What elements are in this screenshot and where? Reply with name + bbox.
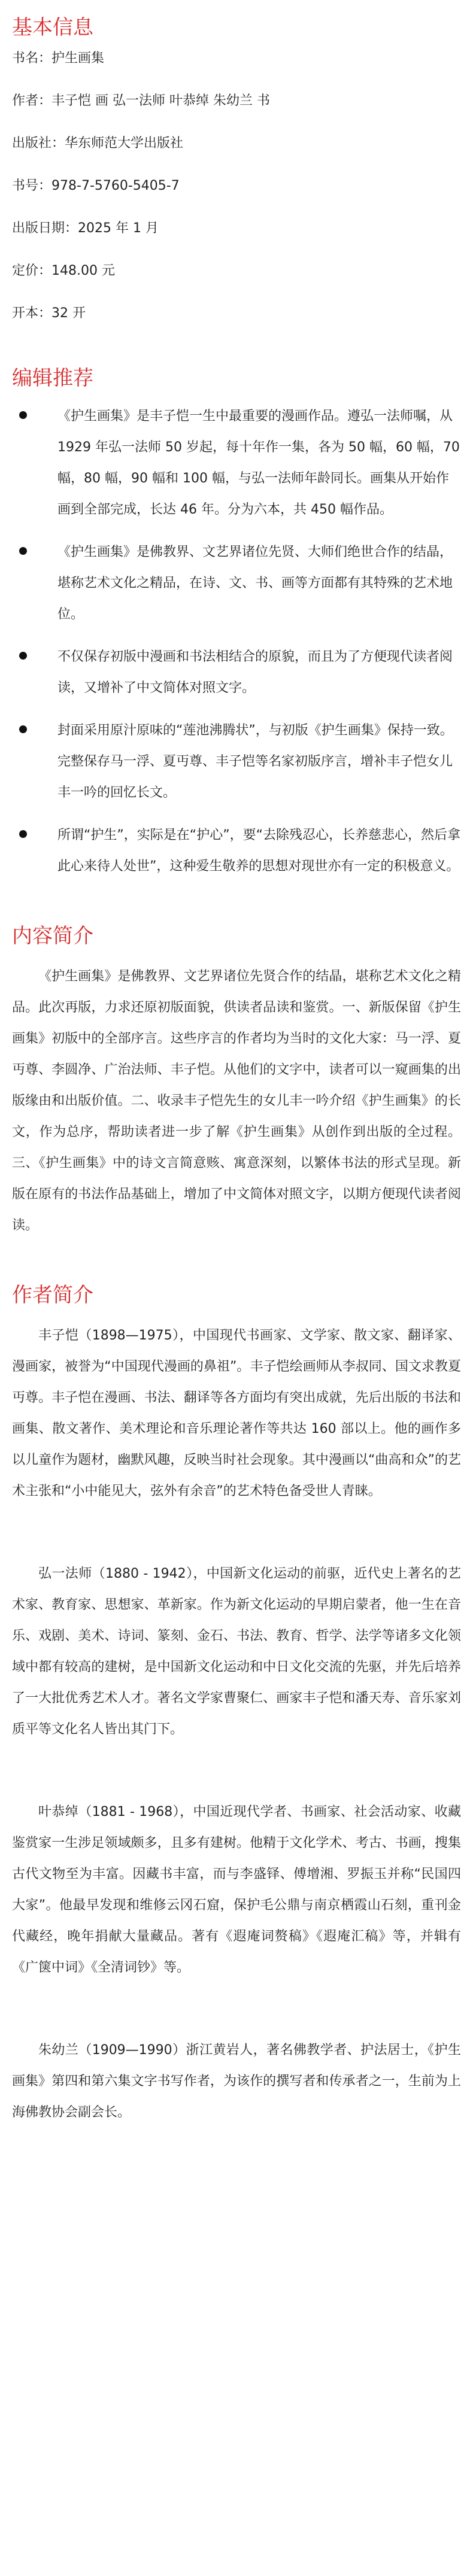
- info-label: 作者：: [12, 93, 52, 108]
- recommend-list: [12, 401, 461, 882]
- info-value: 丰子恺 画 弘一法师 叶恭绰 朱幼兰 书: [51, 93, 270, 108]
- info-label: 书号：: [12, 178, 52, 193]
- content-title: 内容简介: [12, 924, 93, 948]
- basic-info-section: [12, 13, 461, 324]
- author-bio-ye-gongchuo: 叶恭绰（1881 - 1968），中国近现代学者、书画家、社会活动家、收藏鉴赏家一生涉足领域颇多，且多有建树。他精于文化学术、考古、书画，搜集古代文物至为丰富。因藏书丰富，而与李盛铎、傅增湘、罗振玉并称“民国四大家”。他最早发现和维修云冈石窟，保护毛公鼎与南京栖霞山石刻，重刊金代藏经，晚年捐献大量藏品。著有《遐庵词赘稿》《遐庵汇稿》等，并辑有《广箧中词》《全清词钞》等。: [12, 1805, 461, 1975]
- info-value: 148.00 元: [51, 263, 115, 278]
- info-author: [12, 90, 461, 112]
- list-item: [12, 537, 461, 630]
- info-format: [12, 303, 461, 324]
- info-price: [12, 260, 461, 282]
- basic-info-title: 基本信息: [12, 16, 93, 40]
- info-publish-date: [12, 218, 461, 239]
- author-bio-feng-zikai: 丰子恺（1898—1975），中国现代书画家、文学家、散文家、翻译家、漫画家，被誉为“中国现代漫画的鼻祖”。丰子恺绘画师从李叔同、国文求教夏丏尊。丰子恺在漫画、书法、翻译等各方面均有突出成就，先后出版的书法和画集、散文著作、美术理论和音乐理论著作等共达 160 部以上。他的画作多以儿童作为题材，幽默风趣，反映当时社会现象。其中漫画以“曲高和众”的艺术主张和“小中能见大，弦外有余音”的艺术特色备受世人青睐。: [12, 1328, 461, 1499]
- list-item: [12, 715, 461, 809]
- info-publisher: [12, 133, 461, 154]
- recommend-section: [12, 364, 461, 882]
- recommend-text: 所谓“护生”，实际是在“护心”，要“去除残忍心，长养慈悲心，然后拿此心来待人处世”，这种爱生敬养的思想对现世亦有一定的积极意义。: [57, 828, 460, 874]
- recommend-text: 不仅保存初版中漫画和书法相结合的原貌，而且为了方便现代读者阅读，又增补了中文简体对照文字。: [57, 649, 453, 695]
- recommend-text: 封面采用原汁原味的“莲池沸腾状”，与初版《护生画集》保持一致。完整保存马一浮、夏丏尊、丰子恺等名家初版序言，增补丰子恺女儿丰一吟的回忆长文。: [57, 723, 453, 800]
- info-book-name: [12, 48, 461, 69]
- bullet-icon: [19, 547, 27, 555]
- author-bio-hongyi: 弘一法师（1880 - 1942），中国新文化运动的前驱，近代史上著名的艺术家、教育家、思想家、革新家。作为新文化运动的早期启蒙者，他一生在音乐、戏剧、美术、诗词、篆刻、金石、书法、教育、哲学、法学等诸多文化领域中都有较高的建树，是中国新文化运动和中日文化交流的先驱，并先后培养了一大批优秀艺术人才。著名文学家曹聚仁、画家丰子恺和潘天寿、音乐家刘质平等文化名人皆出其门下。: [12, 1566, 461, 1737]
- author-bio-zhu-youlan: 朱幼兰（1909—1990）浙江黄岩人，著名佛教学者、护法居士，《护生画集》第四和第六集文字书写作者，为该作的撰写者和传承者之一，生前为上海佛教协会副会长。: [12, 2043, 461, 2120]
- list-item: [12, 820, 461, 882]
- bullet-icon: [19, 652, 27, 660]
- list-item: [12, 642, 461, 704]
- info-value: 32 开: [51, 306, 86, 321]
- info-label: 书名：: [12, 51, 52, 66]
- info-isbn: [12, 175, 461, 197]
- info-label: 开本：: [12, 306, 52, 321]
- bullet-icon: [19, 830, 27, 838]
- info-value: 护生画集: [51, 51, 105, 66]
- recommend-title: 编辑推荐: [12, 366, 93, 390]
- info-value: 华东师范大学出版社: [65, 136, 184, 151]
- bullet-icon: [19, 411, 27, 419]
- info-label: 出版日期：: [12, 221, 78, 236]
- author-section: [12, 1281, 461, 2128]
- bullet-icon: [19, 725, 27, 733]
- list-item: [12, 401, 461, 525]
- content-section: [12, 922, 461, 1241]
- info-label: 定价：: [12, 263, 52, 278]
- author-title: 作者简介: [12, 1283, 93, 1307]
- info-value: 2025 年 1 月: [78, 221, 159, 236]
- info-value: 978-7-5760-5405-7: [51, 178, 180, 193]
- recommend-text: 《护生画集》是佛教界、文艺界诸位先贤、大师们绝世合作的结晶，堪称艺术文化之精品，在诗、文、书、画等方面都有其特殊的艺术地位。: [57, 545, 453, 622]
- info-label: 出版社：: [12, 136, 65, 151]
- content-paragraph: 《护生画集》是佛教界、文艺界诸位先贤合作的结晶，堪称艺术文化之精品。此次再版，力求还原初版面貌，供读者品读和鉴赏。一、新版保留《护生画集》初版中的全部序言。这些序言的作者均为当时的文化大家：马一浮、夏丏尊、李圆净、广治法师、丰子恺。从他们的文字中，读者可以一窥画集的出版缘由和出版价值。二、收录丰子恺先生的女儿丰一吟介绍《护生画集》的长文，作为总序，帮助读者进一步了解《护生画集》从创作到出版的全过程。三、《护生画集》中的诗文言简意赅、寓意深刻，以繁体书法的形式呈现。新版在原有的书法作品基础上，增加了中文简体对照文字，以期方便现代读者阅读。: [12, 969, 461, 1233]
- basic-info-list: [12, 48, 461, 324]
- recommend-text: 《护生画集》是丰子恺一生中最重要的漫画作品。遵弘一法师嘱，从 1929 年弘一法师 50 岁起，每十年作一集，各为 50 幅，60 幅，70 幅，80 幅，90 幅和 100 幅，与弘一法师年龄同长。画集从开始作画到全部完成，长达 46 年。分为六本，共 450 幅作品。: [57, 409, 460, 517]
